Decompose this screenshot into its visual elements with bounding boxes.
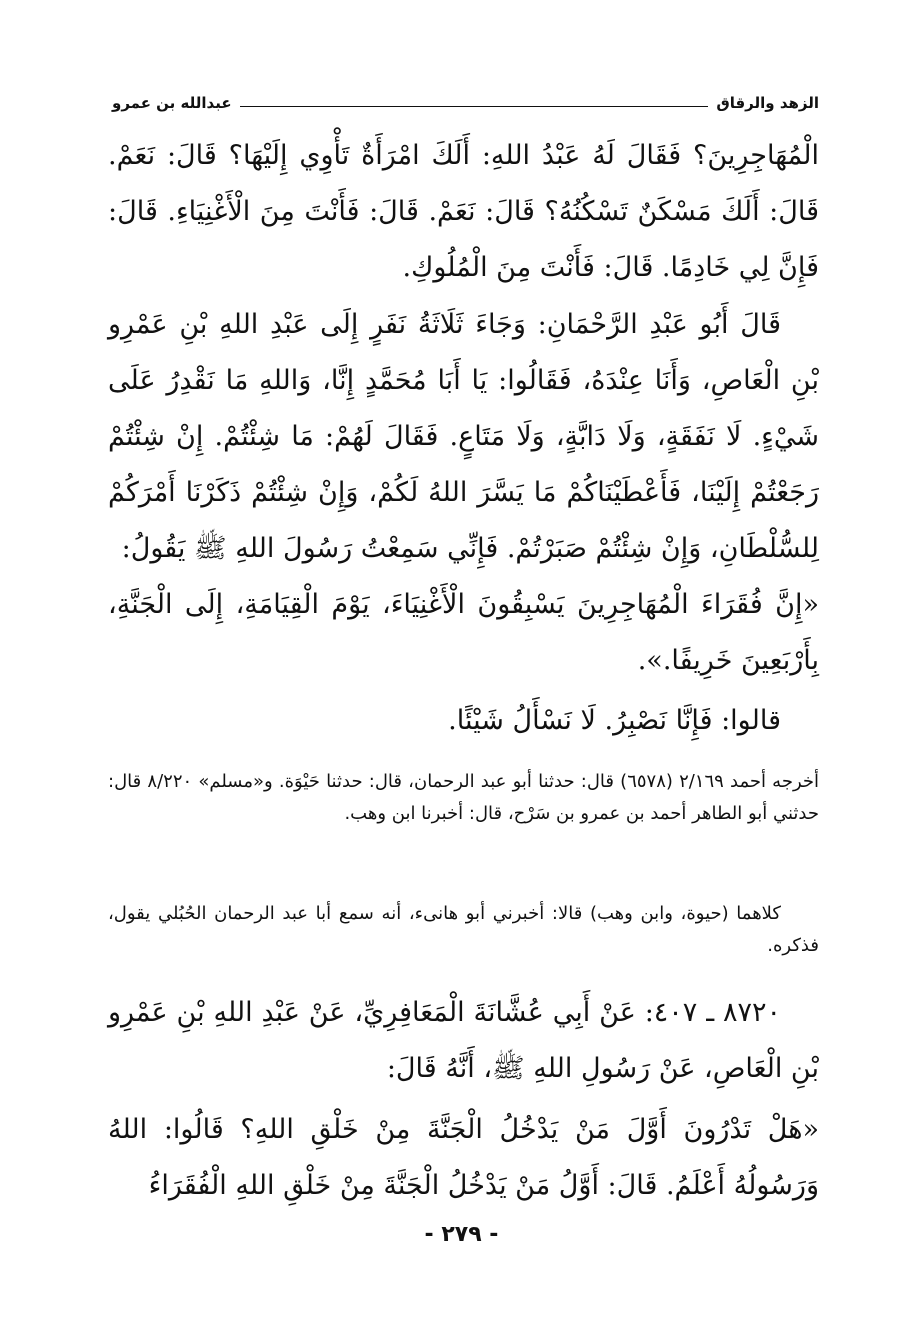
takhrij-note-1 (108, 766, 819, 830)
running-header (112, 86, 819, 112)
header-rule (240, 106, 709, 107)
header-author: عبدالله بن عمرو (112, 94, 232, 112)
hadith-quote-1 (108, 577, 819, 689)
hadith-heading (108, 985, 819, 1097)
takhrij-note-2 (108, 898, 819, 962)
paragraph-4 (108, 693, 819, 749)
hadith-quote-2 (108, 1102, 819, 1214)
paragraph-2 (108, 297, 819, 577)
paragraph-text: قَالَ أَبُو عَبْدِ الرَّحْمَانِ: وَجَاءَ ثَلَاثَةُ نَفَرٍ إِلَى عَبْدِ اللهِ بْنِ عَمْرِو بْنِ الْعَاصِ، وَأَنَا عِنْدَهُ، فَقَالُوا: يَا أَبَا مُحَمَّدٍ إِنَّا، وَاللهِ مَا نَقْدِرُ عَلَى شَيْءٍ. لَا نَفَقَةٍ، وَلَا دَابَّةٍ، وَلَا مَتَاعٍ. فَقَالَ لَهُمْ: مَا شِئْتُمْ. إِنْ شِئْتُمْ رَجَعْتُمْ إِلَيْنَا، فَأَعْطَيْنَاكُمْ مَا يَسَّرَ اللهُ لَكُمْ، وَإِنْ شِئْتُمْ ذَكَرْنَا أَمْرَكُمْ لِلسُّلْطَانِ، وَإِنْ شِئْتُمْ صَبَرْتُمْ. فَإِنِّي سَمِعْتُ رَسُولَ اللهِ ﷺ يَقُولُ: (108, 309, 819, 564)
paragraph-1 (108, 128, 819, 296)
paragraph-text: «إِنَّ فُقَرَاءَ الْمُهَاجِرِينَ يَسْبِقُونَ الْأَغْنِيَاءَ، يَوْمَ الْقِيَامَةِ، إِلَى الْجَنَّةِ، بِأَرْبَعِينَ خَرِيفًا.». (108, 589, 819, 676)
note-text: أخرجه أحمد ٢/١٦٩ (٦٥٧٨) قال: حدثنا أبو عبد الرحمان، قال: حدثنا حَيْوَة. و«مسلم» ٨/٢٢٠ قال: حدثني أبو الطاهر أحمد بن عمرو بن سَرْح، قال: أخبرنا ابن وهب. (108, 771, 820, 824)
paragraph-text: قالوا: فَإِنَّا نَصْبِرُ. لَا نَسْأَلُ شَيْئًا. (448, 705, 781, 736)
paragraph-text: «هَلْ تَدْرُونَ أَوَّلَ مَنْ يَدْخُلُ الْجَنَّةَ مِنْ خَلْقِ اللهِ؟ قَالُوا: اللهُ وَرَسُولُهُ أَعْلَمُ. قَالَ: أَوَّلُ مَنْ يَدْخُلُ الْجَنَّةَ مِنْ خَلْقِ اللهِ الْفُقَرَاءُ (108, 1114, 819, 1201)
page-number: - ٢٧٩ - (424, 1222, 499, 1247)
paragraph-text: الْمُهَاجِرِينَ؟ فَقَالَ لَهُ عَبْدُ اللهِ: أَلَكَ امْرَأَةٌ تَأْوِي إِلَيْهَا؟ قَالَ: نَعَمْ. قَالَ: أَلَكَ مَسْكَنٌ تَسْكُنُهُ؟ قَالَ: نَعَمْ. قَالَ: فَأَنْتَ مِنَ الْأَغْنِيَاءِ. قَالَ: فَإِنَّ لِي خَادِمًا. قَالَ: فَأَنْتَ مِنَ الْمُلُوكِ. (108, 140, 819, 283)
header-book-title: الزهد والرقاق (716, 94, 819, 112)
paragraph-text: ٨٧٢٠ ـ ٤٠٧: عَنْ أَبِي عُشَّانَةَ الْمَعَافِرِيِّ، عَنْ عَبْدِ اللهِ بْنِ عَمْرِو بْنِ الْعَاصِ، عَنْ رَسُولِ اللهِ ﷺ، أَنَّهُ قَالَ: (108, 997, 819, 1084)
note-text: كلاهما (حيوة، وابن وهب) قالا: أخبرني أبو هانىء، أنه سمع أبا عبد الرحمان الحُبُلي يقول، فذكره. (108, 903, 819, 956)
